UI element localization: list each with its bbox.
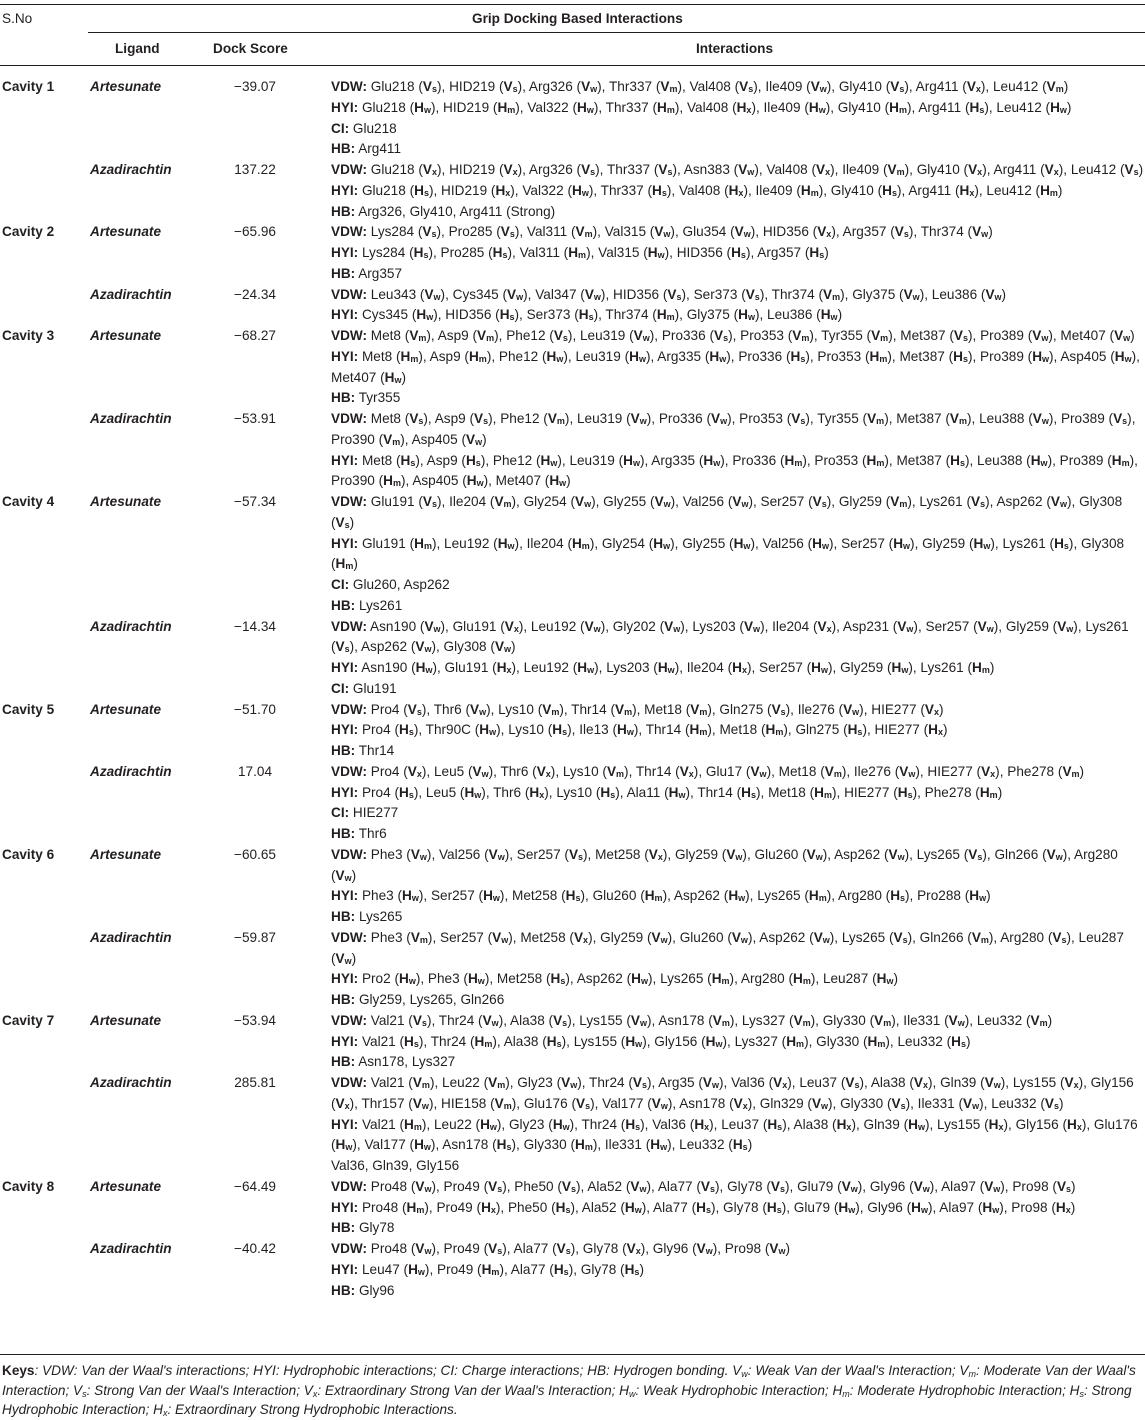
dock-score: −57.34 xyxy=(234,494,276,509)
interaction-line: HYI: Pro4 $(H_s)$, Leu5 $(H_w)$, Thr6 $(H_x)$, Lys10 $(H_s)$, Ala11 $(H_w)$, Thr14 $(H_s)$, Met18 $(H_m)$, HIE277 $(H_s)$, Phe278 $(H_m)$ xyxy=(331,784,1003,800)
ligand-name: Azadirachtin xyxy=(90,411,172,426)
dock-score: 17.04 xyxy=(237,763,273,779)
ligand-name: Azadirachtin xyxy=(90,1241,172,1256)
keys-label: Keys xyxy=(2,1363,35,1378)
table-row xyxy=(0,326,1145,409)
interaction-line: HYI: Asn190 $(H_w)$, Glu191 $(H_x)$, Leu192 $(H_w)$, Lys203 $(H_w)$, Ile204 $(H_x)$, Ser257 $(H_w)$, Gly259 $(H_w)$, Lys261 $(H_m)$ xyxy=(331,660,995,675)
ligand-name: Azadirachtin xyxy=(90,1075,172,1090)
interaction-line: HB: Gly96 xyxy=(331,1282,395,1298)
interactions-cell xyxy=(331,1177,1145,1239)
interaction-line: VDW: Glu218 $(V_s)$, HID219 $(V_s)$, Arg326 $(V_w)$, Thr337 $(V_m)$, Val408 $(V_s)$, Ile409 $(V_w)$, Gly410 $(V_s)$, Arg411 $(V_x)$, Leu412 $(V_m)$ xyxy=(331,79,1069,94)
interaction-line: HYI: Val21 $(H_m)$, Leu22 $(H_w)$, Gly23 $(H_w)$, Thr24 $(H_s)$, Val36 $(H_x)$, Leu37 $(H_s)$, Ala38 $(H_x)$, Gln39 $(H_w)$, Lys155 $(H_x)$, Gly156 $(H_x)$, Glu176 $(H_w)$, Val177 $(H_w)$, Asn178 $(H_s)$, Gly330 $(H_m)$, Ile331 $(H_w)$, Leu332 $(H_s)$ xyxy=(331,1116,1138,1153)
cavity-label: Cavity 3 xyxy=(2,328,55,343)
interactions-cell xyxy=(331,762,1145,845)
interactions-cell xyxy=(331,222,1145,284)
interaction-line: HB: Tyr355 xyxy=(331,390,401,406)
dock-score: −64.49 xyxy=(234,1178,276,1194)
top-rule xyxy=(0,4,1145,5)
interaction-line: VDW: Pro48 $(V_w)$, Pro49 $(V_s)$, Phe50 $(V_s)$, Ala52 $(V_w)$, Ala77 $(V_s)$, Gly78 $(V_s)$, Glu79 $(V_w)$, Gly96 $(V_w)$, Ala97 $(V_w)$, Pro98 $(V_s)$ xyxy=(331,1178,1076,1194)
table-row xyxy=(0,492,1145,617)
interaction-line: HB: Lys261 xyxy=(331,597,403,613)
table-body xyxy=(0,77,1145,1301)
interaction-line: HYI: Pro4 $(H_s)$, Thr90C $(H_w)$, Lys10 $(H_s)$, Ile13 $(H_w)$, Thr14 $(H_m)$, Met18 $(H_m)$, Gln275 $(H_s)$, HIE277 $(H_x)$ xyxy=(331,722,948,738)
header-group-title: Grip Docking Based Interactions xyxy=(472,11,683,26)
interaction-line: CI: Glu191 xyxy=(331,680,397,696)
interaction-line: CI: Glu218 xyxy=(331,120,397,136)
interaction-line: VDW: Pro4 $(V_x)$, Leu5 $(V_w)$, Thr6 $(V_x)$, Lys10 $(V_m)$, Thr14 $(V_x)$, Glu17 $(V_w)$, Met18 $(V_m)$, Ile276 $(V_w)$, HIE277 $(V_x)$, Phe278 $(V_m)$ xyxy=(331,763,1085,779)
interaction-line: HYI: Glu218 $(H_s)$, HID219 $(H_x)$, Val322 $(H_w)$, Thr337 $(H_s)$, Val408 $(H_x)$, Ile409 $(H_m)$, Gly410 $(H_s)$, Arg411 $(H_x)$, Leu412 $(H_m)$ xyxy=(331,182,1063,198)
interactions-cell xyxy=(331,845,1145,928)
interaction-line: HB: Lys265 xyxy=(331,909,403,924)
header-rule xyxy=(0,65,1145,66)
ligand-name: Artesunate xyxy=(90,224,162,240)
ligand-name: Azadirachtin xyxy=(90,286,172,302)
interaction-line: VDW: Val21 $(V_s)$, Thr24 $(V_w)$, Ala38 $(V_s)$, Lys155 $(V_w)$, Asn178 $(V_m)$, Lys327 $(V_m)$, Gly330 $(V_m)$, Ile331 $(V_w)$, Leu332 $(V_m)$ xyxy=(331,1012,1053,1028)
interaction-line: VDW: Asn190 $(V_w)$, Glu191 $(V_x)$, Leu192 $(V_w)$, Gly202 $(V_w)$, Lys203 $(V_w)$, Ile204 $(V_x)$, Asp231 $(V_w)$, Ser257 $(V_w)$, Gly259 $(V_w)$, Lys261 $(V_s)$, Asp262 $(V_w)$, Gly308 $(V_w)$ xyxy=(331,618,1129,655)
header-interactions: Interactions xyxy=(696,41,774,56)
header-ligand: Ligand xyxy=(115,41,160,56)
interaction-line: HYI: Val21 $(H_s)$, Thr24 $(H_m)$, Ala38 $(H_s)$, Lys155 $(H_w)$, Gly156 $(H_w)$, Lys327 $(H_m)$, Gly330 $(H_m)$, Leu332 $(H_s)$ xyxy=(331,1033,971,1049)
ligand-name: Azadirachtin xyxy=(90,162,172,177)
ligand-name: Artesunate xyxy=(90,701,162,717)
table-row xyxy=(0,409,1145,492)
interactions-cell xyxy=(331,285,1145,327)
interactions-cell xyxy=(331,492,1145,617)
cavity-label: Cavity 5 xyxy=(2,701,55,717)
table-row xyxy=(0,845,1145,928)
ligand-name: Artesunate xyxy=(90,79,162,94)
interaction-line: HYI: Glu218 $(H_w)$, HID219 $(H_m)$, Val322 $(H_w)$, Thr337 $(H_m)$, Val408 $(H_x)$, Ile409 $(H_w)$, Gly410 $(H_m)$, Arg411 $(H_s)$, Leu412 $(H_w)$ xyxy=(331,99,1072,115)
interaction-line: VDW: Phe3 $(V_m)$, Ser257 $(V_w)$, Met258 $(V_x)$, Gly259 $(V_w)$, Glu260 $(V_w)$, Asp262 $(V_w)$, Lys265 $(V_s)$, Gln266 $(V_m)$, Arg280 $(V_s)$, Leu287 $(V_w)$ xyxy=(331,929,1124,966)
interaction-line: VDW: Pro48 $(V_w)$, Pro49 $(V_s)$, Ala77 $(V_s)$, Gly78 $(V_x)$, Gly96 $(V_w)$, Pro98 $(V_w)$ xyxy=(331,1241,791,1256)
interactions-cell xyxy=(331,1011,1145,1073)
keys-text: : VDW: Van der Waal's interactions; HYI: Hydrophobic interactions; CI: Charge interactions; HB: Hydrogen bonding. $V_w$: Weak Van der Waal's Interaction; $V_m$: Moderate Van der Waal's Interaction; $V_s$: Strong Van der Waal's Interaction; $V_x$: Extraordinary Strong Van der Waal's Interaction; $H_w$: Weak Hydrophobic Interaction; $H_m$: Moderate Hydrophobic Interaction; $H_s$: Strong Hydrophobic Interaction; $H_x$: Extraordinary Strong Hydrophobic Interactions. xyxy=(2,1363,1136,1418)
dock-score: −53.94 xyxy=(234,1012,276,1028)
dock-score: 137.22 xyxy=(234,162,276,177)
interaction-line: VDW: Met8 $(V_m)$, Asp9 $(V_m)$, Phe12 $(V_s)$, Leu319 $(V_w)$, Pro336 $(V_s)$, Pro353 $(V_m)$, Tyr355 $(V_m)$, Met387 $(V_s)$, Pro389 $(V_w)$, Met407 $(V_w)$ xyxy=(331,328,1135,343)
bottom-rule xyxy=(0,1354,1145,1355)
interactions-cell xyxy=(331,617,1145,700)
group-rule xyxy=(88,32,1145,33)
header-sno: S.No xyxy=(2,11,33,26)
dock-score: −53.91 xyxy=(234,411,276,426)
table-row xyxy=(0,1177,1145,1239)
dock-score: −51.70 xyxy=(234,701,276,717)
interaction-line: VDW: Pro4 $(V_s)$, Thr6 $(V_w)$, Lys10 $(V_m)$, Thr14 $(V_m)$, Met18 $(V_m)$, Gln275 $(V_s)$, Ile276 $(V_w)$, HIE277 $(V_x)$ xyxy=(331,701,944,717)
interactions-cell xyxy=(331,326,1145,409)
table-row xyxy=(0,285,1145,327)
cavity-label: Cavity 8 xyxy=(2,1178,55,1194)
interaction-line: VDW: Glu218 $(V_x)$, HID219 $(V_x)$, Arg326 $(V_s)$, Thr337 $(V_s)$, Asn383 $(V_w)$, Val408 $(V_x)$, Ile409 $(V_m)$, Gly410 $(V_x)$, Arg411 $(V_x)$, Leu412 $(V_s)$ xyxy=(331,162,1144,177)
dock-score: −40.42 xyxy=(234,1241,276,1256)
interaction-line: HYI: Met8 $(H_s)$, Asp9 $(H_s)$, Phe12 $(H_w)$, Leu319 $(H_w)$, Arg335 $(H_w)$, Pro336 $(H_m)$, Pro353 $(H_m)$, Met387 $(H_s)$, Leu388 $(H_w)$, Pro389 $(H_m)$, Pro390 $(H_m)$, Asp405 $(H_w)$, Met407 $(H_w)$ xyxy=(331,452,1138,489)
interactions-cell xyxy=(331,1239,1145,1301)
interaction-line: HYI: Glu191 $(H_m)$, Leu192 $(H_w)$, Ile204 $(H_m)$, Gly254 $(H_w)$, Gly255 $(H_w)$, Val256 $(H_w)$, Ser257 $(H_w)$, Gly259 $(H_w)$, Lys261 $(H_s)$, Gly308 $(H_m)$ xyxy=(331,535,1125,572)
interaction-line: HB: Arg357 xyxy=(331,265,403,281)
dock-score: −14.34 xyxy=(234,618,276,634)
dock-score: −65.96 xyxy=(234,224,276,240)
interaction-line: HYI: Phe3 $(H_w)$, Ser257 $(H_w)$, Met258 $(H_s)$, Glu260 $(H_m)$, Asp262 $(H_w)$, Lys265 $(H_m)$, Arg280 $(H_s)$, Pro288 $(H_w)$ xyxy=(331,888,991,904)
ligand-name: Artesunate xyxy=(90,1178,162,1194)
table-row xyxy=(0,762,1145,845)
interaction-line: HB: Thr6 xyxy=(331,826,387,841)
table-row xyxy=(0,928,1145,1011)
table-row xyxy=(0,77,1145,160)
dock-score: −60.65 xyxy=(234,846,276,862)
interaction-line: VDW: Lys284 $(V_s)$, Pro285 $(V_s)$, Val311 $(V_m)$, Val315 $(V_w)$, Glu354 $(V_w)$, HID356 $(V_x)$, Arg357 $(V_s)$, Thr374 $(V_w)$ xyxy=(331,224,993,240)
interaction-line: CI: HIE277 xyxy=(331,805,399,821)
interaction-line: HYI: Leu47 $(H_w)$, Pro49 $(H_m)$, Ala77 $(H_s)$, Gly78 $(H_s)$ xyxy=(331,1261,644,1277)
dock-score: −39.07 xyxy=(234,79,276,94)
interactions-cell xyxy=(331,700,1145,762)
interaction-line: HYI: Met8 $(H_m)$, Asp9 $(H_m)$, Phe12 $(H_w)$, Leu319 $(H_w)$, Arg335 $(H_w)$, Pro336 $(H_s)$, Pro353 $(H_m)$, Met387 $(H_s)$, Pro389 $(H_w)$, Asp405 $(H_w)$, Met407 $(H_w)$ xyxy=(331,348,1140,385)
table-row xyxy=(0,700,1145,762)
interactions-cell xyxy=(331,928,1145,1011)
interaction-line: VDW: Phe3 $(V_w)$, Val256 $(V_w)$, Ser257 $(V_s)$, Met258 $(V_x)$, Gly259 $(V_w)$, Glu260 $(V_w)$, Asp262 $(V_w)$, Lys265 $(V_s)$, Gln266 $(V_w)$, Arg280 $(V_w)$ xyxy=(331,846,1118,883)
interaction-line: HYI: Pro48 $(H_m)$, Pro49 $(H_x)$, Phe50 $(H_s)$, Ala52 $(H_w)$, Ala77 $(H_s)$, Gly78 $(H_s)$, Glu79 $(H_w)$, Gly96 $(H_w)$, Ala97 $(H_w)$, Pro98 $(H_x)$ xyxy=(331,1199,1076,1215)
table-row xyxy=(0,1239,1145,1301)
cavity-label: Cavity 1 xyxy=(2,79,55,94)
ligand-name: Artesunate xyxy=(90,494,162,509)
dock-score: −24.34 xyxy=(234,286,276,302)
interaction-line: HB: Gly259, Lys265, Gln266 xyxy=(331,992,505,1007)
interactions-cell xyxy=(331,409,1145,492)
interactions-cell xyxy=(331,160,1145,222)
cavity-label: Cavity 7 xyxy=(2,1012,55,1028)
table-row xyxy=(0,1011,1145,1073)
interactions-cell xyxy=(331,77,1145,160)
interaction-line: HB: Thr14 xyxy=(331,743,395,758)
table-row xyxy=(0,1073,1145,1177)
interaction-line: HYI: Lys284 $(H_s)$, Pro285 $(H_s)$, Val311 $(H_m)$, Val315 $(H_w)$, HID356 $(H_s)$, Arg357 $(H_s)$ xyxy=(331,245,829,260)
ligand-name: Artesunate xyxy=(90,1012,162,1028)
interaction-line: Val36, Gln39, Gly156 xyxy=(331,1158,460,1173)
interaction-line: HYI: Pro2 $(H_w)$, Phe3 $(H_w)$, Met258 $(H_s)$, Asp262 $(H_w)$, Lys265 $(H_m)$, Arg280 $(H_m)$, Leu287 $(H_w)$ xyxy=(331,971,898,987)
dock-score: −68.27 xyxy=(234,328,276,343)
interaction-line: VDW: Met8 $(V_s)$, Asp9 $(V_s)$, Phe12 $(V_m)$, Leu319 $(V_w)$, Pro336 $(V_w)$, Pro353 $(V_s)$, Tyr355 $(V_m)$, Met387 $(V_m)$, Leu388 $(V_w)$, Pro389 $(V_s)$, Pro390 $(V_m)$, Asp405 $(V_w)$ xyxy=(331,411,1136,447)
cavity-label: Cavity 6 xyxy=(2,846,55,862)
interaction-line: CI: Glu260, Asp262 xyxy=(331,577,450,592)
ligand-name: Artesunate xyxy=(90,846,162,862)
ligand-name: Azadirachtin xyxy=(90,618,172,634)
interaction-line: HB: Gly78 xyxy=(331,1220,395,1236)
table-footnote xyxy=(2,1361,1140,1420)
table-row xyxy=(0,617,1145,700)
dock-score: −59.87 xyxy=(234,929,276,945)
interactions-cell xyxy=(331,1073,1145,1177)
interaction-line: HB: Asn178, Lys327 xyxy=(331,1054,456,1070)
cavity-label: Cavity 4 xyxy=(2,494,55,509)
interaction-line: HB: Arg326, Gly410, Arg411 (Strong) xyxy=(331,203,556,219)
interaction-line: HYI: Cys345 $(H_w)$, HID356 $(H_s)$, Ser373 $(H_s)$, Thr374 $(H_m)$, Gly375 $(H_w)$, Leu386 $(H_w)$ xyxy=(331,307,843,323)
table-row xyxy=(0,160,1145,222)
interaction-line: VDW: Leu343 $(V_w)$, Cys345 $(V_w)$, Val347 $(V_w)$, HID356 $(V_s)$, Ser373 $(V_s)$, Thr374 $(V_m)$, Gly375 $(V_w)$, Leu386 $(V_w)$ xyxy=(331,286,1007,302)
dock-score: 285.81 xyxy=(234,1075,276,1090)
header-dock-score: Dock Score xyxy=(213,41,288,56)
ligand-name: Azadirachtin xyxy=(90,763,172,779)
interaction-line: VDW: Glu191 $(V_s)$, Ile204 $(V_m)$, Gly254 $(V_w)$, Gly255 $(V_w)$, Val256 $(V_w)$, Ser257 $(V_s)$, Gly259 $(V_m)$, Lys261 $(V_s)$, Asp262 $(V_w)$, Gly308 $(V_s)$ xyxy=(331,494,1123,530)
cavity-label: Cavity 2 xyxy=(2,224,55,240)
interaction-line: HB: Arg411 xyxy=(331,141,402,157)
interaction-line: VDW: Val21 $(V_m)$, Leu22 $(V_m)$, Gly23 $(V_w)$, Thr24 $(V_s)$, Arg35 $(V_w)$, Val36 $(V_x)$, Leu37 $(V_s)$, Ala38 $(V_x)$, Gln39 $(V_w)$, Lys155 $(V_x)$, Gly156 $(V_x)$, Thr157 $(V_w)$, HIE158 $(V_m)$, Glu176 $(V_s)$, Val177 $(V_w)$, Asn178 $(V_x)$, Gln329 $(V_w)$, Gly330 $(V_s)$, Ile331 $(V_w)$, Leu332 $(V_s)$ xyxy=(331,1075,1134,1111)
ligand-name: Azadirachtin xyxy=(90,929,172,945)
table-row xyxy=(0,222,1145,284)
ligand-name: Artesunate xyxy=(90,328,162,343)
